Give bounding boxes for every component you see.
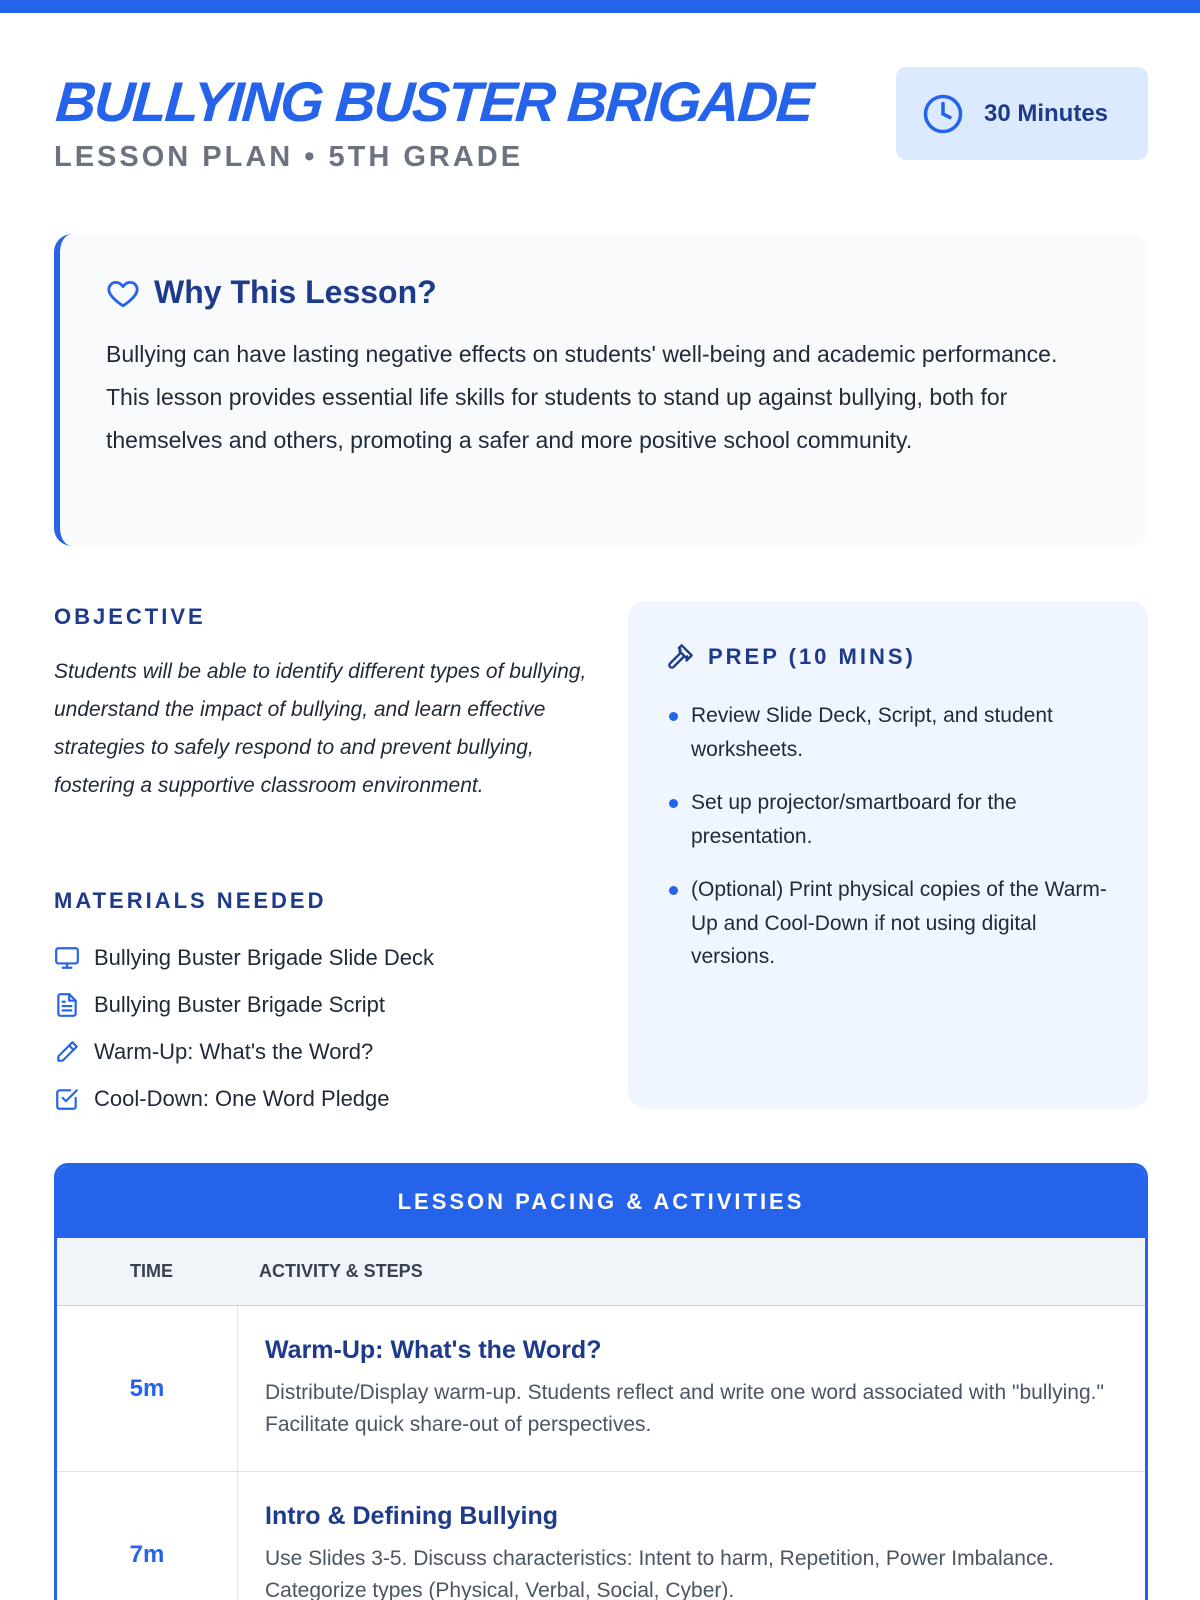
column-header-activity: ACTIVITY & STEPS (259, 1261, 423, 1281)
checkbox-icon (54, 1086, 80, 1112)
why-lesson-heading: Why This Lesson? (154, 274, 437, 310)
table-row (57, 1306, 1145, 1472)
duration-badge (896, 67, 1148, 160)
material-item (54, 1028, 434, 1075)
top-accent-bar (0, 0, 1200, 13)
material-label: Bullying Buster Brigade Slide Deck (94, 944, 434, 970)
row-time: 5m (57, 1306, 238, 1471)
prep-card (628, 601, 1148, 1109)
heart-icon (106, 276, 140, 310)
pacing-column-headers (57, 1238, 1145, 1306)
duration-text: 30 Minutes (984, 99, 1109, 127)
row-activity-description: Use Slides 3-5. Discuss characteristics: Intent to harm, Repetition, Power Imbalance. Categorize types (Physical, Verbal, Social, Cyber). (265, 1547, 1054, 1600)
row-activity-title: Warm-Up: What's the Word? (265, 1336, 602, 1364)
row-activity-title: Intro & Defining Bullying (265, 1502, 559, 1530)
material-label: Warm-Up: What's the Word? (94, 1038, 374, 1064)
prep-list (666, 699, 1116, 994)
row-activity-description: Distribute/Display warm-up. Students reflect and write one word associated with "bullying." Facilitate quick share-out of perspectives. (265, 1381, 1104, 1436)
pacing-table (54, 1163, 1148, 1600)
hammer-icon (666, 643, 694, 671)
materials-list (54, 934, 434, 1122)
objective-text: Students will be able to identify different types of bullying, understand the impact of bullying, and learn effective strategies to safely respond to and prevent bullying, fostering a supportive classroom environment. (54, 660, 587, 797)
row-time: 7m (57, 1472, 238, 1600)
material-label: Bullying Buster Brigade Script (94, 991, 386, 1017)
material-item (54, 1075, 434, 1122)
material-item (54, 981, 434, 1028)
material-label: Cool-Down: One Word Pledge (94, 1085, 390, 1111)
pacing-title: LESSON PACING & ACTIVITIES (57, 1166, 1145, 1238)
why-lesson-card (54, 234, 1148, 546)
objective-heading: OBJECTIVE (54, 604, 206, 629)
row-activity (238, 1306, 1145, 1471)
page-subtitle: LESSON PLAN • 5TH GRADE (54, 141, 524, 173)
column-header-time: TIME (130, 1261, 173, 1281)
materials-heading: MATERIALS NEEDED (54, 888, 327, 913)
row-activity (238, 1472, 1145, 1600)
table-row (57, 1472, 1145, 1600)
prep-item: (Optional) Print physical copies of the Warm-Up and Cool-Down if not using digital versions. (666, 873, 1116, 974)
page-title: BULLYING BUSTER BRIGADE (53, 70, 814, 133)
prep-item: Set up projector/smartboard for the presentation. (666, 786, 1116, 853)
clock-icon (922, 93, 964, 135)
prep-item: Review Slide Deck, Script, and student worksheets. (666, 699, 1116, 766)
pencil-icon (54, 1039, 80, 1065)
why-lesson-text: Bullying can have lasting negative effects on students' well-being and academic performance. This lesson provides essential life skills for students to stand up against bullying, both for themselves and others, promoting a safer and more positive school community. (106, 341, 1058, 453)
document-icon (54, 992, 80, 1018)
monitor-icon (54, 945, 80, 971)
prep-heading: PREP (10 MINS) (708, 644, 916, 669)
material-item (54, 934, 434, 981)
